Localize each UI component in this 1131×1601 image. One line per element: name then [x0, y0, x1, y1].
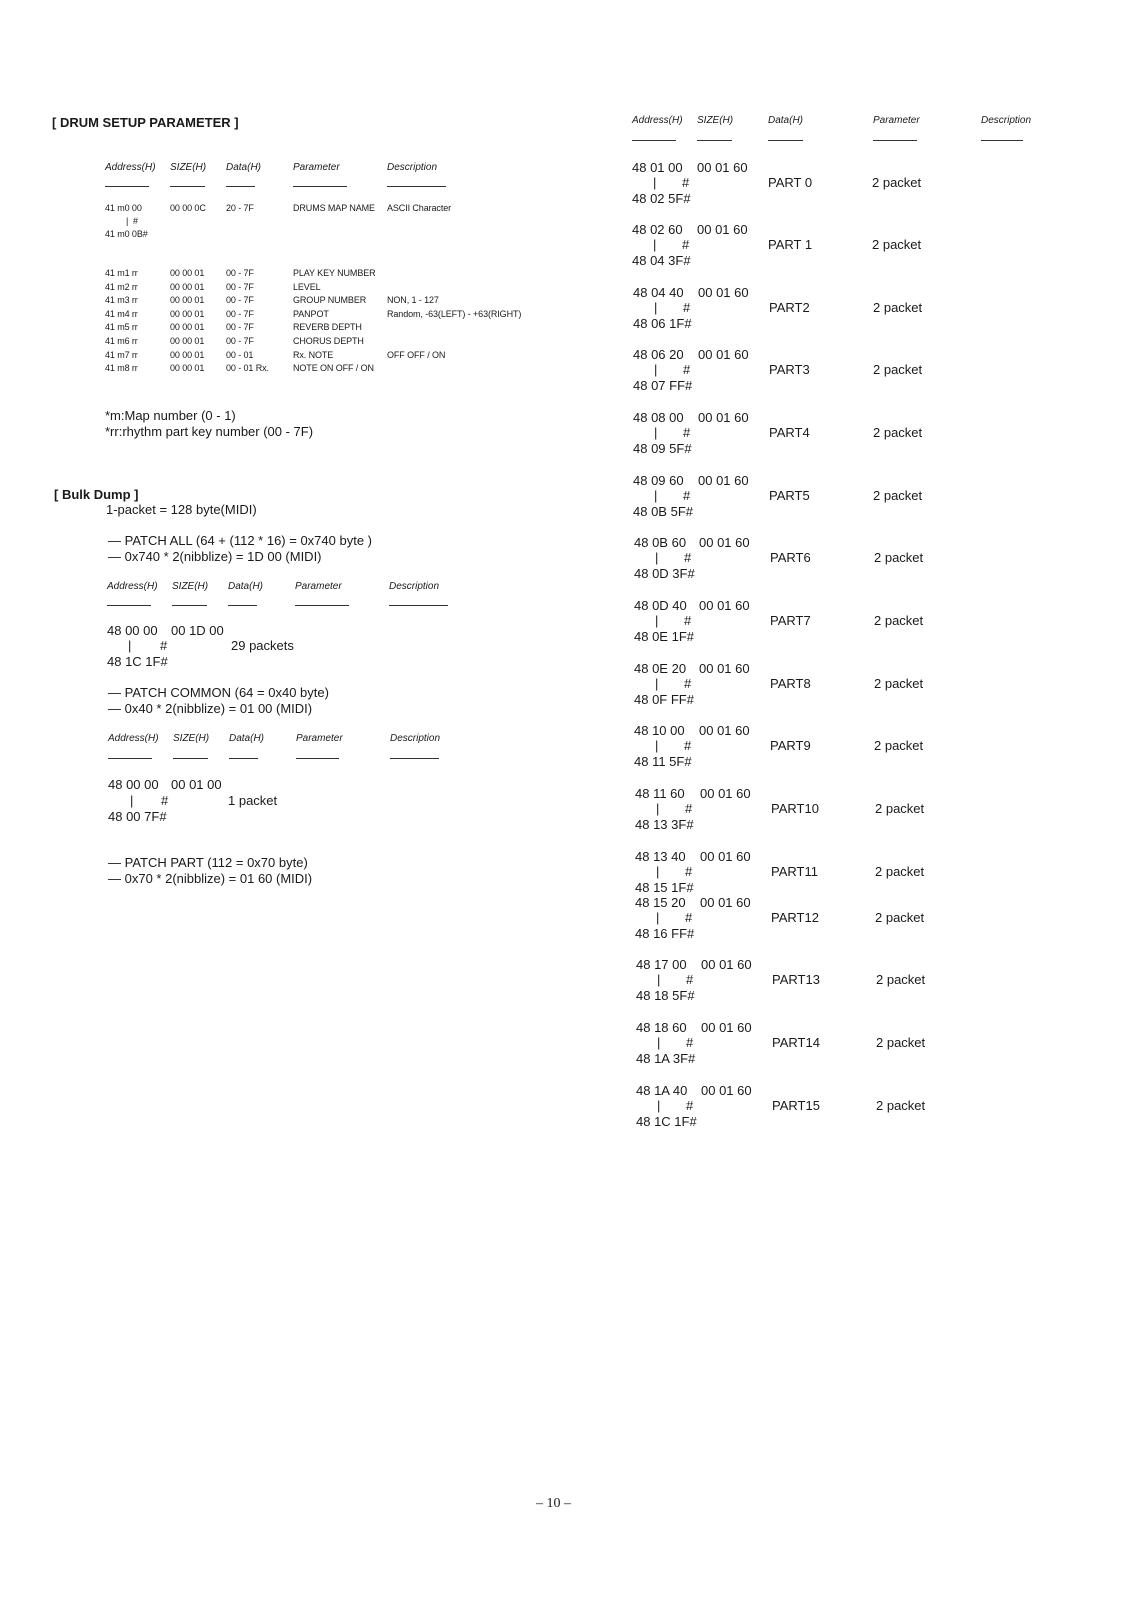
parameter-cell: CHORUS DEPTH [293, 336, 364, 346]
address-start: 48 1A 40 [636, 1083, 688, 1098]
address-end: 48 1C 1F# [636, 1114, 697, 1129]
range-hash: # [684, 550, 692, 565]
part-name: PART14 [772, 1035, 820, 1050]
size-value: 00 01 60 [699, 535, 750, 550]
packet-count: 2 packet [874, 550, 924, 565]
address-cell: 41 m3 rr [105, 295, 138, 306]
range-bar: | [653, 237, 657, 252]
drum-setup-title: [ DRUM SETUP PARAMETER ] [52, 115, 239, 130]
header-rule [295, 605, 349, 606]
parameter-cell: PANPOT [293, 308, 329, 319]
address-end: 48 00 7F# [108, 809, 167, 824]
range-hash: # [133, 216, 138, 226]
patch-common-line2: — 0x40 * 2(nibblize) = 01 00 (MIDI) [108, 701, 313, 716]
address-end: 48 15 1F# [635, 880, 694, 895]
range-hash: # [684, 738, 692, 753]
packet-count: 2 packet [874, 738, 924, 753]
header-rule [981, 140, 1023, 141]
parameter-cell: REVERB DEPTH [293, 322, 362, 333]
header-rule [170, 186, 205, 187]
parameter-cell: NOTE ON OFF / ON [293, 363, 374, 374]
data-range: 20 - 7F [226, 203, 254, 213]
data-cell: 00 - 7F [226, 295, 254, 306]
range-bar: | [654, 488, 658, 503]
rhythm-key-note: *rr:rhythm part key number (00 - 7F) [105, 424, 314, 439]
part-name: PART7 [770, 613, 811, 628]
size-value: 00 01 60 [699, 723, 750, 738]
part-name: PART 0 [768, 175, 813, 190]
size-value: 00 01 60 [701, 1020, 752, 1035]
range-hash: # [684, 613, 692, 628]
size-cell: 00 00 01 [170, 363, 205, 374]
description-text: ASCII Character [387, 203, 452, 213]
data-cell: 00 - 7F [226, 322, 254, 333]
header-rule [387, 186, 446, 187]
address-end: 48 16 FF# [635, 926, 695, 941]
size-value: 00 01 60 [697, 160, 748, 175]
header-rule [172, 605, 207, 606]
address-start: 48 04 40 [633, 285, 684, 300]
description-cell: Random, -63(LEFT) - +63(RIGHT) [387, 308, 522, 319]
header-size: SIZE(H) [697, 115, 734, 126]
size-value: 00 01 60 [698, 410, 749, 425]
range-hash: # [685, 801, 693, 816]
packet-count: 2 packet [873, 362, 923, 377]
size-value: 00 01 60 [701, 1083, 752, 1098]
header-rule [389, 605, 448, 606]
header-parameter: Parameter [296, 733, 343, 744]
size-value: 00 01 60 [701, 957, 752, 972]
address-end: 48 13 3F# [635, 817, 694, 832]
address-end: 48 09 5F# [633, 441, 692, 456]
description-cell: OFF OFF / ON [387, 349, 446, 360]
range-hash: # [683, 300, 691, 315]
address-end: 48 1C 1F# [107, 654, 168, 669]
address-start: 48 11 60 [635, 786, 685, 801]
address-end: 48 0D 3F# [634, 566, 695, 581]
size-cell: 00 00 01 [170, 308, 205, 319]
packet-count: 2 packet [873, 488, 923, 503]
range-bar: | [653, 175, 657, 190]
size-value: 00 01 00 [171, 777, 222, 792]
packet-count: 2 packet [874, 676, 924, 691]
address-end: 48 1A 3F# [636, 1051, 696, 1066]
header-rule [873, 140, 917, 141]
header-rule [293, 186, 347, 187]
parameter-name: DRUMS MAP NAME [293, 203, 375, 213]
description-cell: NON, 1 - 127 [387, 295, 439, 306]
address-end: 48 07 FF# [633, 378, 693, 393]
address-start: 48 0B 60 [634, 535, 687, 550]
parameter-cell: GROUP NUMBER [293, 295, 367, 306]
header-address: Address(H) [105, 162, 156, 173]
packet-count: 1 packet [228, 793, 278, 808]
range-bar: | [130, 793, 134, 808]
part-name: PART5 [769, 488, 810, 503]
range-hash: # [686, 1035, 694, 1050]
patch-all-line1: — PATCH ALL (64 + (112 * 16) = 0x740 byte ) [108, 533, 372, 548]
header-parameter: Parameter [293, 162, 340, 173]
header-rule [632, 140, 676, 141]
size-value: 00 01 60 [700, 786, 751, 801]
page-number: – 10 – [536, 1496, 571, 1511]
address-start: 48 00 00 [108, 777, 159, 792]
packet-count: 2 packet [873, 425, 923, 440]
range-bar: | [657, 1098, 661, 1113]
range-hash: # [686, 972, 694, 987]
size-value: 00 1D 00 [171, 623, 224, 638]
size-cell: 00 00 01 [170, 336, 205, 346]
size-cell: 00 00 01 [170, 295, 205, 306]
address-start: 48 10 00 [634, 723, 685, 738]
address-start: 48 18 60 [636, 1020, 687, 1035]
range-bar: | [654, 425, 658, 440]
range-bar: | [656, 801, 660, 816]
header-rule [229, 758, 258, 759]
header-rule [296, 758, 339, 759]
packet-count: 2 packet [874, 613, 924, 628]
header-description: Description [389, 581, 440, 592]
range-bar: | [656, 864, 660, 879]
header-address: Address(H) [108, 733, 159, 744]
address-end: 48 04 3F# [632, 253, 691, 268]
range-bar: | [655, 738, 659, 753]
patch-all-line2: — 0x740 * 2(nibblize) = 1D 00 (MIDI) [108, 549, 322, 564]
address-start: 48 09 60 [633, 473, 684, 488]
range-bar: | [128, 638, 132, 653]
size-value: 00 01 60 [698, 473, 749, 488]
packet-count: 2 packet [875, 864, 925, 879]
address-start: 48 17 00 [636, 957, 687, 972]
part-name: PART4 [769, 425, 810, 440]
range-hash: # [685, 910, 693, 925]
part-name: PART13 [772, 972, 820, 987]
part-name: PART9 [770, 738, 811, 753]
data-cell: 00 - 7F [226, 281, 254, 292]
header-rule [107, 605, 151, 606]
parameter-cell: LEVEL [293, 281, 321, 292]
header-parameter: Parameter [295, 581, 342, 592]
header-rule [228, 605, 257, 606]
range-hash: # [683, 362, 691, 377]
header-description: Description [387, 162, 438, 173]
range-hash: # [161, 793, 169, 808]
range-hash: # [160, 638, 168, 653]
data-cell: 00 - 7F [226, 336, 254, 346]
part-name: PART8 [770, 676, 811, 691]
range-bar: | [654, 362, 658, 377]
patch-part-line2: — 0x70 * 2(nibblize) = 01 60 (MIDI) [108, 871, 313, 886]
address-end: 48 11 5F# [634, 754, 692, 769]
packet-count: 2 packet [872, 175, 922, 190]
size-value: 00 00 0C [170, 203, 206, 213]
header-size: SIZE(H) [170, 162, 207, 173]
size-value: 00 01 60 [698, 347, 749, 362]
size-cell: 00 00 01 [170, 322, 205, 333]
size-value: 00 01 60 [699, 661, 750, 676]
header-size: SIZE(H) [172, 581, 209, 592]
address-start: 48 01 00 [632, 160, 683, 175]
packet-count: 2 packet [876, 1035, 926, 1050]
data-cell: 00 - 01 Rx. [226, 363, 269, 374]
range-bar: | [126, 216, 129, 226]
packet-definition: 1-packet = 128 byte(MIDI) [106, 502, 257, 517]
part-name: PART3 [769, 362, 810, 377]
range-hash: # [684, 676, 692, 691]
address-end: 48 0B 5F# [633, 504, 693, 519]
header-data: Data(H) [228, 581, 264, 592]
packet-count: 29 packets [231, 638, 294, 653]
size-value: 00 01 60 [700, 895, 751, 910]
header-data: Data(H) [768, 115, 804, 126]
address-end: 48 0F FF# [634, 692, 694, 707]
address-start: 48 13 40 [635, 849, 686, 864]
address-start: 41 m0 00 [105, 203, 142, 213]
map-number-note: *m:Map number (0 - 1) [105, 408, 236, 423]
address-start: 48 02 60 [632, 222, 683, 237]
header-data: Data(H) [229, 733, 265, 744]
header-rule [390, 758, 439, 759]
address-cell: 41 m5 rr [105, 322, 138, 333]
address-cell: 41 m4 rr [105, 308, 138, 319]
address-cell: 41 m6 rr [105, 336, 138, 346]
address-start: 48 06 20 [633, 347, 684, 362]
size-value: 00 01 60 [698, 285, 749, 300]
range-hash: # [682, 175, 690, 190]
header-address: Address(H) [632, 115, 683, 126]
parameter-cell: PLAY KEY NUMBER [293, 268, 376, 278]
data-cell: 00 - 01 [226, 349, 254, 360]
size-value: 00 01 60 [699, 598, 750, 613]
packet-count: 2 packet [872, 237, 922, 252]
header-rule [105, 186, 149, 187]
address-start: 48 08 00 [633, 410, 684, 425]
range-bar: | [657, 1035, 661, 1050]
address-cell: 41 m8 rr [105, 363, 138, 374]
range-bar: | [657, 972, 661, 987]
size-value: 00 01 60 [697, 222, 748, 237]
address-start: 48 00 00 [107, 623, 158, 638]
range-bar: | [655, 613, 659, 628]
range-hash: # [685, 864, 693, 879]
header-size: SIZE(H) [173, 733, 210, 744]
packet-count: 2 packet [876, 972, 926, 987]
address-cell: 41 m1 rr [105, 268, 138, 278]
part-name: PART 1 [768, 237, 813, 252]
range-hash: # [686, 1098, 694, 1113]
address-cell: 41 m2 rr [105, 281, 138, 292]
header-description: Description [390, 733, 441, 744]
part-name: PART10 [771, 801, 819, 816]
bulk-dump-title: [ Bulk Dump ] [54, 487, 139, 502]
address-end: 48 0E 1F# [634, 629, 694, 644]
data-cell: 00 - 7F [226, 268, 254, 278]
packet-count: 2 packet [875, 910, 925, 925]
part-name: PART2 [769, 300, 810, 315]
size-cell: 00 00 01 [170, 281, 205, 292]
packet-count: 2 packet [876, 1098, 926, 1113]
address-cell: 41 m7 rr [105, 349, 138, 360]
range-bar: | [656, 910, 660, 925]
patch-part-line1: — PATCH PART (112 = 0x70 byte) [108, 855, 308, 870]
data-cell: 00 - 7F [226, 308, 254, 319]
packet-count: 2 packet [873, 300, 923, 315]
part-name: PART11 [771, 864, 818, 879]
address-start: 48 0D 40 [634, 598, 687, 613]
header-rule [697, 140, 732, 141]
patch-common-line1: — PATCH COMMON (64 = 0x40 byte) [108, 685, 329, 700]
range-bar: | [655, 676, 659, 691]
size-cell: 00 00 01 [170, 349, 205, 360]
header-description: Description [981, 115, 1032, 126]
part-name: PART6 [770, 550, 811, 565]
address-end: 41 m0 0B# [105, 229, 148, 239]
part-name: PART12 [771, 910, 819, 925]
header-parameter: Parameter [873, 115, 920, 126]
range-hash: # [683, 488, 691, 503]
header-rule [173, 758, 208, 759]
size-value: 00 01 60 [700, 849, 751, 864]
address-end: 48 02 5F# [632, 191, 691, 206]
header-rule [768, 140, 803, 141]
address-end: 48 06 1F# [633, 316, 692, 331]
address-end: 48 18 5F# [636, 988, 695, 1003]
header-rule [108, 758, 152, 759]
address-start: 48 15 20 [635, 895, 686, 910]
header-address: Address(H) [107, 581, 158, 592]
packet-count: 2 packet [875, 801, 925, 816]
range-hash: # [683, 425, 691, 440]
header-data: Data(H) [226, 162, 262, 173]
size-cell: 00 00 01 [170, 268, 205, 278]
range-bar: | [654, 300, 658, 315]
range-bar: | [655, 550, 659, 565]
header-rule [226, 186, 255, 187]
address-start: 48 0E 20 [634, 661, 687, 676]
parameter-cell: Rx. NOTE [293, 349, 334, 360]
range-hash: # [682, 237, 690, 252]
part-name: PART15 [772, 1098, 820, 1113]
